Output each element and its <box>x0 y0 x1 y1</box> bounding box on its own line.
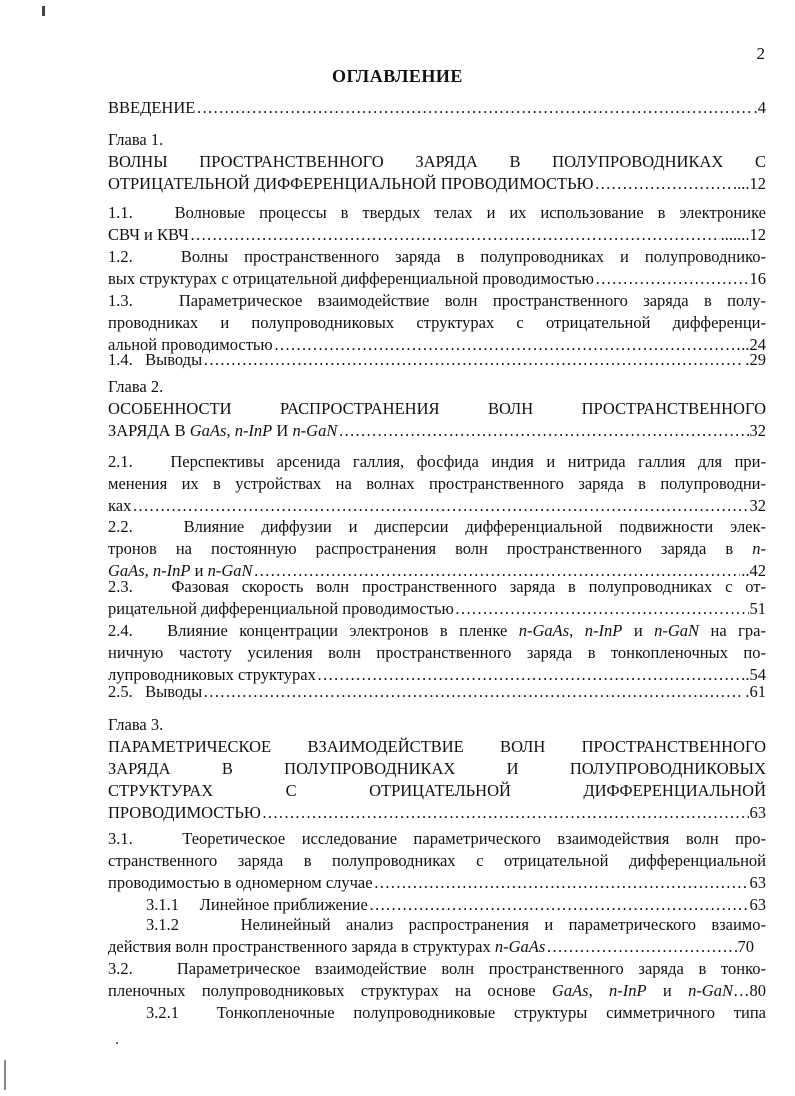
leader-dots <box>132 495 748 517</box>
text: на гра- <box>699 621 766 640</box>
section-title: Тонкопленочные полупроводниковые структуры симметричного типа <box>216 1003 766 1022</box>
scan-dot <box>116 1042 118 1044</box>
section-title-line2: СВЧ и КВЧ <box>108 225 189 244</box>
leader-dots <box>338 420 748 442</box>
section-title-line1: Параметрическое взаимодействие волн пространственного заряда в тонко- <box>176 959 767 978</box>
chapter-3-title-line3: СТРУКТУРАХ С ОТРИЦАТЕЛЬНОЙ ДИФФЕРЕНЦИАЛЬНОЙ <box>108 781 766 800</box>
section-title-line1: Фазовая скорость волн пространственного заряда в полупроводниках с от- <box>171 577 766 596</box>
text: И <box>272 421 293 440</box>
section-page: 32 <box>749 496 766 515</box>
chapter-1-title-line2: ОТРИЦАТЕЛЬНОЙ ДИФФЕРЕНЦИАЛЬНОЙ ПРОВОДИМОСТЬЮ <box>108 174 594 193</box>
toc-section-3-2 <box>108 958 766 1002</box>
section-title-line2 <box>108 936 545 958</box>
toc-section-2-4 <box>108 620 766 686</box>
material-gan: n-GaN <box>688 981 733 1000</box>
section-page: 70 <box>737 937 754 956</box>
leader-dots <box>595 173 732 195</box>
section-number: 2.3. <box>108 577 133 596</box>
section-number: 1.3. <box>108 291 133 310</box>
chapter-1-label: Глава 1. <box>108 130 164 149</box>
toc-section-3-1-2 <box>108 914 766 958</box>
intro-label: ВВЕДЕНИЕ <box>108 98 196 117</box>
section-title-line1: Перспективы арсенида галлия, фосфида индия и нитрида галлия для при- <box>170 452 766 471</box>
section-title-line1: Волновые процессы в твердых телах и их использование в электронике <box>174 203 766 222</box>
section-title-line3: альной проводимостью <box>108 335 273 354</box>
section-page: 51 <box>749 599 766 618</box>
leader-dots <box>262 802 749 824</box>
section-page: ..54 <box>741 665 766 684</box>
section-title: Линейное приближение <box>199 895 368 914</box>
section-title-line2: тронов на постоянную распространения волн пространственного заряда в <box>108 539 753 558</box>
chapter-3-title-line2: ЗАРЯДА В ПОЛУПРОВОДНИКАХ И ПОЛУПРОВОДНИКОВЫХ <box>108 759 766 778</box>
section-number: 3.2. <box>108 959 133 978</box>
leader-dots <box>203 349 744 371</box>
chapter-3-page: 63 <box>749 803 766 822</box>
chapter-3-label: Глава 3. <box>108 715 164 734</box>
material-inp: n-InP <box>152 561 191 580</box>
chapter-3-title-line1: ПАРАМЕТРИЧЕСКОЕ ВЗАИМОДЕЙСТВИЕ ВОЛН ПРОСТРАНСТВЕННОГО <box>108 737 766 756</box>
leader-dots <box>374 872 749 894</box>
chapter-2-title-line1: ОСОБЕННОСТИ РАСПРОСТРАНЕНИЯ ВОЛН ПРОСТРАНСТВЕННОГО <box>108 399 766 418</box>
section-title-line1: Волны пространственного заряда в полупроводниках и полупроводнико- <box>180 247 766 266</box>
section-page: ..24 <box>741 335 766 354</box>
text: , <box>144 561 153 580</box>
scan-mark-left <box>4 1060 6 1090</box>
material-gaas: GaAs <box>108 561 145 580</box>
section-title-line1: Влияние концентрации электронов в пленке <box>167 621 519 640</box>
section-title-line1: Нелинейный анализ распространения и параметрического взаимо- <box>240 915 766 934</box>
section-page: …80 <box>732 981 766 1000</box>
section-number: 3.1.1 <box>146 895 179 914</box>
toc-intro <box>108 97 766 119</box>
toc-section-3-2-1 <box>146 1002 766 1024</box>
section-page: .29 <box>745 350 766 369</box>
leader-dots <box>455 598 749 620</box>
section-title-line2: рицательной дифференциальной проводимостью <box>108 599 454 618</box>
chapter-1-page: ....12 <box>733 174 766 193</box>
section-number: 1.4. <box>108 350 133 369</box>
toc-section-2-5 <box>108 681 766 703</box>
section-title-line1: Теоретическое исследование параметрического взаимодействия волн про- <box>182 829 766 848</box>
section-page: 63 <box>749 873 766 892</box>
toc-section-1-1 <box>108 202 766 246</box>
leader-dots <box>196 97 752 119</box>
chapter-3-title-line4: ПРОВОДИМОСТЬЮ <box>108 803 261 822</box>
page-title: ОГЛАВЛЕНИЕ <box>332 66 463 86</box>
toc-section-1-2 <box>108 246 766 290</box>
section-page: ..42 <box>741 561 766 580</box>
leader-dots <box>595 268 749 290</box>
material-gaas: n-GaAs <box>518 621 570 640</box>
material-inp: n-InP <box>234 421 273 440</box>
text: , <box>226 421 235 440</box>
section-number: 2.1. <box>108 452 133 471</box>
chapter-1-title-line1: ВОЛНЫ ПРОСТРАНСТВЕННОГО ЗАРЯДА В ПОЛУПРОВОДНИКАХ С <box>108 152 766 171</box>
section-number: 2.2. <box>108 517 133 536</box>
section-page: 63 <box>749 895 766 914</box>
section-title: Выводы <box>145 682 203 701</box>
section-number: 1.1. <box>108 203 133 222</box>
section-title-line2: вых структурах с отрицательной дифференциальной проводимостью <box>108 269 594 288</box>
toc-section-2-3 <box>108 576 766 620</box>
material-gan: n-GaN <box>292 421 338 440</box>
material-n: n- <box>752 539 766 558</box>
section-title-line3: лупроводниковых структурах <box>108 665 316 684</box>
material-gan: n-GaN <box>207 561 253 580</box>
material-gaas: n-GaAs <box>494 937 546 956</box>
text: и <box>622 621 655 640</box>
section-page: 16 <box>749 269 766 288</box>
material-gan: n-GaN <box>654 621 700 640</box>
toc-section-3-1 <box>108 828 766 894</box>
section-page: .......12 <box>720 225 766 244</box>
toc-section-2-2 <box>108 516 766 582</box>
section-title-line2: проводниках и полупроводниковых структурах с отрицательной дифференци- <box>108 313 766 332</box>
section-title-line1: Влияние диффузии и дисперсии дифференциальной подвижности элек- <box>183 517 767 536</box>
chapter-2-label: Глава 2. <box>108 377 164 396</box>
section-title-line3: проводимостью в одномерном случае <box>108 873 373 892</box>
text: , <box>588 981 610 1000</box>
section-title-line2: менения их в устройствах на волнах пространственного заряда в полупроводни- <box>108 474 766 493</box>
scan-mark-top <box>42 6 45 16</box>
toc-chapter-3 <box>108 714 766 824</box>
toc-chapter-2 <box>108 376 766 442</box>
leader-dots <box>546 936 736 958</box>
text: , <box>569 621 585 640</box>
leader-dots <box>203 681 744 703</box>
section-number: 3.2.1 <box>146 1003 179 1022</box>
toc-chapter-1 <box>108 129 766 195</box>
section-number: 1.2. <box>108 247 133 266</box>
text: и <box>646 981 689 1000</box>
toc-section-1-3 <box>108 290 766 356</box>
section-title-line2: ничную частоту усиления волн пространственного заряда в тонкопленочных по- <box>108 643 766 662</box>
intro-page: .4 <box>753 98 766 117</box>
section-title-line2: странственного заряда в полупроводниках с отрицательной дифференциальной <box>108 851 766 870</box>
toc-section-1-4 <box>108 349 766 371</box>
section-title-line1: Параметрическое взаимодействие волн пространственного заряда в полу- <box>178 291 767 310</box>
section-page: .61 <box>745 682 766 701</box>
leader-dots <box>190 224 720 246</box>
text: и <box>190 561 208 580</box>
toc-section-3-1-1 <box>146 894 766 916</box>
leader-dots <box>369 894 749 916</box>
material-inp: n-InP <box>584 621 623 640</box>
section-title-line2: пленочных полупроводниковых структурах на основе <box>108 981 552 1000</box>
page-number: 2 <box>756 44 765 63</box>
chapter-2-page: 32 <box>749 421 766 440</box>
text: действия волн пространственного заряда в структурах <box>108 937 495 956</box>
section-number: 2.5. <box>108 682 133 701</box>
material-gaas: GaAs <box>551 981 589 1000</box>
chapter-2-title-line2 <box>108 420 337 442</box>
section-number: 3.1. <box>108 829 133 848</box>
material-inp: n-InP <box>609 981 647 1000</box>
toc-section-2-1 <box>108 451 766 517</box>
material-gaas: GaAs <box>189 421 227 440</box>
section-title-line3: ках <box>108 496 132 515</box>
section-number: 2.4. <box>108 621 133 640</box>
section-number: 3.1.2 <box>146 915 179 934</box>
text: ЗАРЯДА В <box>108 421 190 440</box>
section-title: Выводы <box>145 350 203 369</box>
